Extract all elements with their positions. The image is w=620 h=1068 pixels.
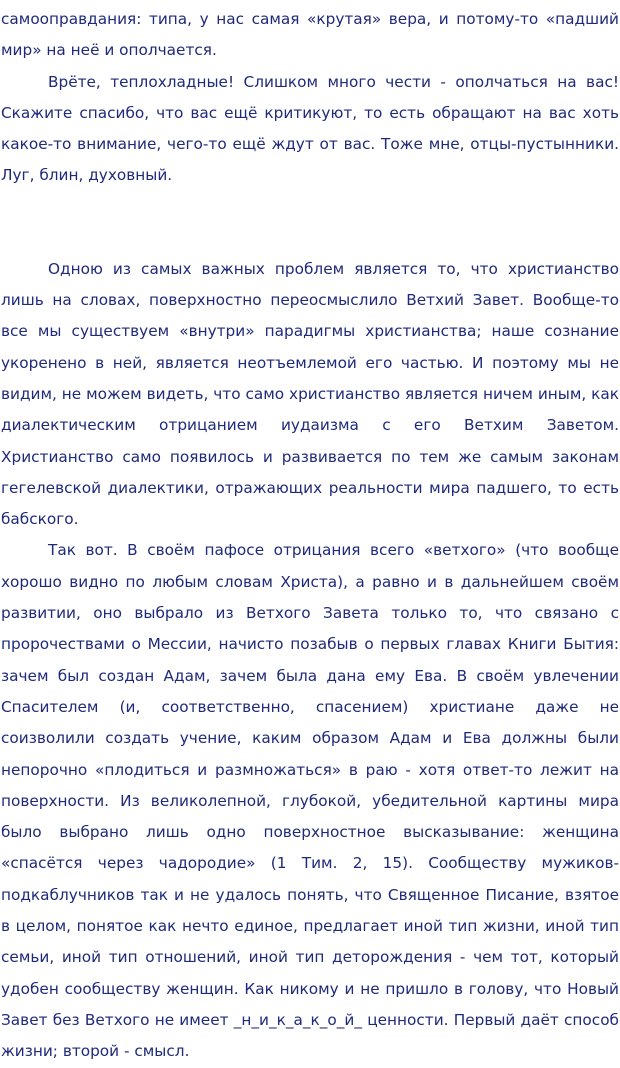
paragraph-christianity-problem: Одною из самых важных проблем является то, что христианство лишь на словах, поверхностно переосмыслило Ветхий Завет. Вообще-то все мы существуем «внутри» парадигмы христианства; наше сознание укоренено в ней, является неотъемлемой его частью. И поэтому мы не видим, не можем видеть, что само христианство является ничем иным, как диалектическим отрицанием иудаизма с его Ветхим Заветом. Христианство само появилось и развивается по тем же самым законам гегелевской диалектики, отражающих реальности мира падшего, то есть бабского. [1,259,619,529]
paragraph-continuation: самооправдания: типа, у нас самая «крутая» вера, и потому-то «падший мир» на неё и ополчается. [1,10,619,60]
paragraph-old-testament: Так вот. В своём пафосе отрицания всего «ветхого» (что вообще хорошо видно по любым словам Христа), а равно и в дальнейшем своём развитии, оно выбрало из Ветхого Завета только то, что связано с пророчествами о Мессии, начисто позабыв о первых главах Книги Бытия: зачем был создан Адам, зачем была дана ему Ева. В своём увлечении Спасителем (и, соответственно, спасением) христиане даже не соизволили создать учение, каким образом Адам и Ева должны были непорочно «плодиться и размножаться» в раю - хотя ответ-то лежит на поверхности. Из великолепной, глубокой, убедительной картины мира было выбрано лишь одно поверхностное высказывание: женщина «спасётся через чадородие» (1 Тим. 2, 15). Сообществу мужиков-подкаблучников так и не удалось понять, что Священное Писание, взятое в целом, понятое как нечто единое, предлагает иной тип жизни, иной тип семьи, иной тип отношений, иной тип деторождения - чем тот, который удобен сообществу женщин. Как никому и не пришло в голову, что Новый Завет без Ветхого не имеет _н_и_к_а_к_о_й_ ценности. Первый даёт способ жизни; второй - смысл. [1,541,619,1061]
paragraph-spacer [1,192,619,254]
paragraph-teplokhladnye: Врёте, теплохладные! Слишком много чести - ополчаться на вас! Скажите спасибо, что вас ещё критикуют, то есть обращают на вас хоть какое-то внимание, чего-то ещё ждут от вас. Тоже мне, отцы-пустынники. Луг, блин, духовный. [1,72,619,185]
